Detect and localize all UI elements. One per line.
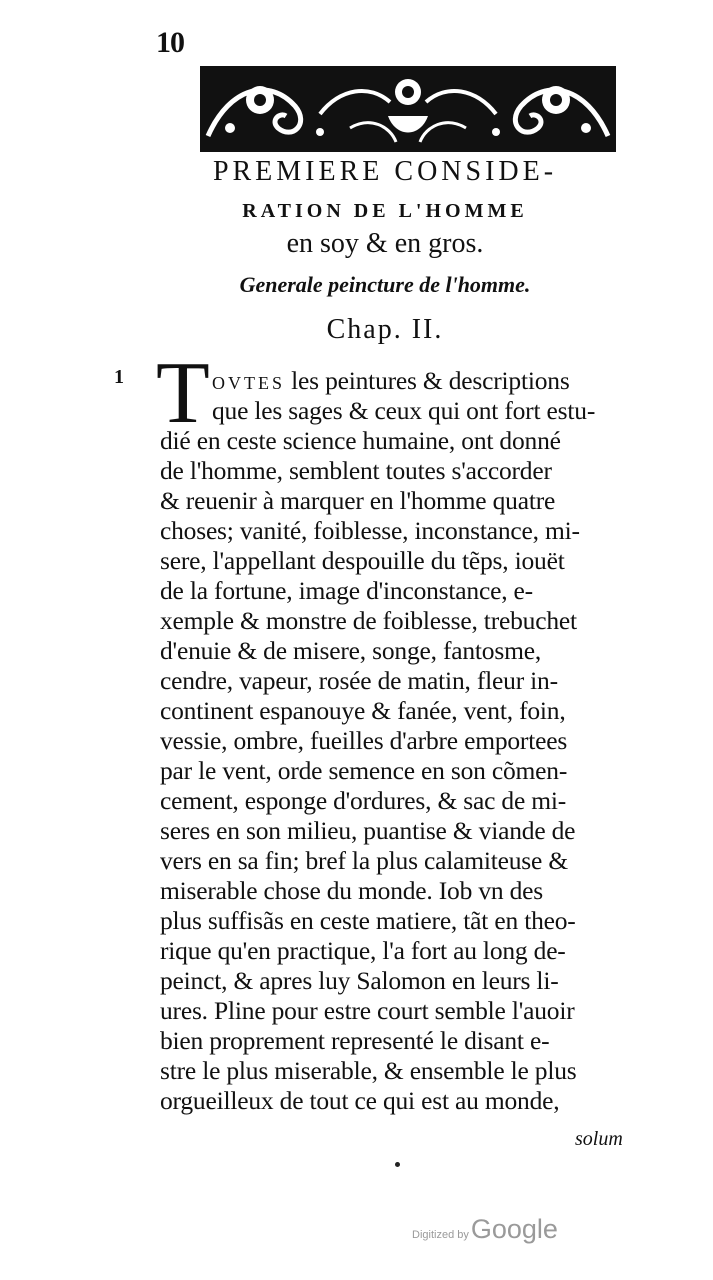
- body-line: peinct, & apres luy Salomon en leurs li-: [160, 966, 559, 995]
- body-line: seres en son milieu, puantise & viande de: [160, 816, 576, 845]
- title-line-3: en soy & en gros.: [286, 228, 484, 259]
- body-line: cement, esponge d'ordures, & sac de mi-: [160, 786, 567, 815]
- body-line: bien proprement representé le disant e-: [160, 1026, 550, 1055]
- drop-cap: T: [156, 345, 210, 442]
- title-line-1: PREMIERE CONSIDE-: [212, 156, 558, 187]
- decorative-headpiece: [200, 66, 616, 152]
- body-line: xemple & monstre de foiblesse, trebuchet: [160, 606, 577, 635]
- body-line: ures. Pline pour estre court semble l'auoir: [160, 996, 575, 1025]
- ink-dot: [395, 1162, 400, 1167]
- body-line: stre le plus miserable, & ensemble le plus: [160, 1056, 577, 1085]
- body-line: de l'homme, semblent toutes s'accorder: [160, 456, 552, 485]
- paragraph-number: 1: [114, 366, 124, 388]
- body-line: vessie, ombre, fueilles d'arbre emportees: [160, 726, 568, 755]
- body-line: sere, l'appellant despouille du tẽps, iouët: [160, 546, 565, 575]
- body-line: cendre, vapeur, rosée de matin, fleur in-: [160, 666, 558, 695]
- subtitle: Generale peincture de l'homme.: [239, 272, 531, 297]
- body-line: miserable chose du monde. Iob vn des: [160, 876, 543, 905]
- body-line: & reuenir à marquer en l'homme quatre: [160, 486, 556, 515]
- title-line-2: RATION DE L'HOMME: [242, 200, 528, 222]
- body-line: choses; vanité, foiblesse, inconstance, mi-: [160, 516, 580, 545]
- page-number: 10: [156, 26, 184, 59]
- small-caps-word: OVTES: [212, 373, 285, 393]
- body-line: continent espanouye & fanée, vent, foin,: [160, 696, 566, 725]
- chapter-heading: Chap. II.: [326, 314, 444, 345]
- body-line: d'enuie & de misere, songe, fantosme,: [160, 636, 542, 665]
- body-line: dié en ceste science humaine, ont donné: [160, 426, 561, 455]
- body-line: rique qu'en practique, l'a fort au long de-: [160, 936, 566, 965]
- body-line: par le vent, orde semence en son cõmen-: [160, 756, 568, 785]
- body-line: vers en sa fin; bref la plus calamiteuse &: [160, 846, 568, 875]
- watermark-small-text: Digitized by: [412, 1229, 469, 1241]
- digitization-watermark: [412, 1214, 558, 1245]
- body-line: OVTES les peintures & descriptions: [212, 366, 570, 395]
- body-line: plus suffisãs en ceste matiere, tãt en theo-: [160, 906, 576, 935]
- catchword: solum: [575, 1128, 623, 1150]
- watermark-logo-text: Google: [470, 1214, 558, 1244]
- body-line: que les sages & ceux qui ont fort estu-: [212, 396, 596, 425]
- body-line: de la fortune, image d'inconstance, e-: [160, 576, 533, 605]
- body-line: orgueilleux de tout ce qui est au monde,: [160, 1086, 560, 1115]
